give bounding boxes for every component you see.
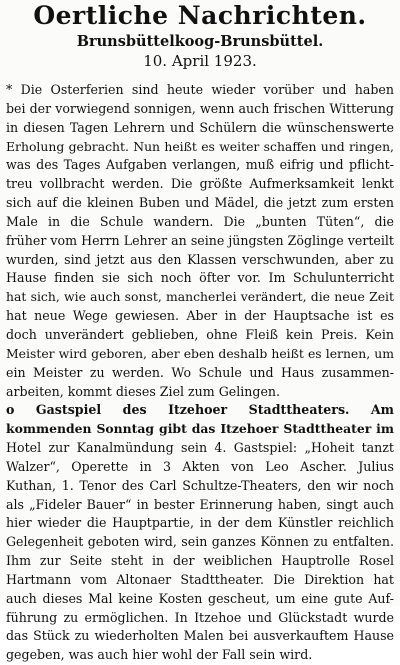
body-line: bei der vorwiegend sonnigen, wenn auch frischen Witterung [6,100,394,116]
article-body [6,81,394,665]
body-line: wurden, sind jetzt aus den Klassen verschwunden, aber zu [6,251,394,267]
subhead: Brunsbüttelkoog-Brunsbüttel. [76,33,324,50]
dateline: 10. April 1923. [143,52,257,70]
body-line: arbeiten, kommt dieses Ziel zum Gelingen. [6,383,281,399]
body-line: Ihm zur Seite steht in der weiblichen Hauptrolle Rosel [6,553,394,569]
body-line: Erholung gebracht. Nun heißt es weiter schaffen und ringen, [6,138,394,154]
body-line: was des Tages Aufgaben verlangen, muß eifrig und pflicht- [6,157,394,173]
body-line: kommenden Sonntag gibt das Itzehoer Stadttheater im [6,421,394,437]
body-line: doch unverändert geblieben, ohne Fleiß kein Preis. Kein [6,326,394,342]
body-line: in diesen Tagen Lehrern und Schülern die wünschenswerte [6,119,394,135]
body-line: hier wieder die Hauptpartie, in der dem Künstler reichlich [6,515,394,531]
body-line: * Die Osterferien sind heute wieder vorüber und haben [6,82,394,97]
body-line: führung zu ermöglichen. In Itzehoe und Glückstadt wurde [6,609,394,625]
body-line: Kuthan, 1. Tenor des Carl Schultze-Theaters, den wir noch [6,477,394,493]
body-line: Gelegenheit geboten wird, sein ganzes Können zu entfalten. [6,534,394,550]
body-line: Hotel zur Kanalmündung sein 4. Gastspiel: „Hoheit tanzt [6,440,394,456]
body-line: Meister wird geboren, aber eben deshalb heißt es lernen, um [6,345,394,361]
body-line: früher vom Herrn Lehrer an seine jüngsten Zöglinge verteilt [6,232,394,248]
body-line: gegeben, was auch hier wohl der Fall sein wird. [6,647,313,663]
body-line: Hartmann vom Altonaer Stadttheater. Die Direktion hat [6,571,394,587]
body-line: Male in die Schule wandern. Die „bunten Tüten“, die [6,213,394,229]
section-heading-line: o Gastspiel des Itzehoer Stadttheaters. Am [6,402,394,418]
headline: Oertliche Nachrichten. [33,1,367,30]
body-line: treu vollbracht werden. Die größte Aufmerksamkeit lenkt [6,176,394,192]
body-line: hat neue Wege gewiesen. Aber in der Hauptsache ist es [6,308,394,324]
body-line: Walzer“, Operette in 3 Akten von Leo Ascher. Julius [6,458,394,474]
body-line: ein Meister zu werden. Wo Schule und Haus zusammen- [6,364,394,380]
body-line: als „Fideler Bauer“ in bester Erinnerung haben, singt auch [6,496,394,512]
body-line: hat sich, wie auch sonst, mancherlei verändert, die neue Zeit [6,289,394,305]
body-line: Hause finden sie sich noch öfter vor. Im Schulunterricht [6,270,394,286]
body-line: auch dieses Mal keine Kosten gescheut, um eine gute Auf- [6,590,394,606]
body-line: das Stück zu wiederholten Malen bei ausverkauftem Hause [6,628,394,644]
body-line: sich auf die kleinen Buben und Mädel, die jetzt zum ersten [6,195,394,211]
